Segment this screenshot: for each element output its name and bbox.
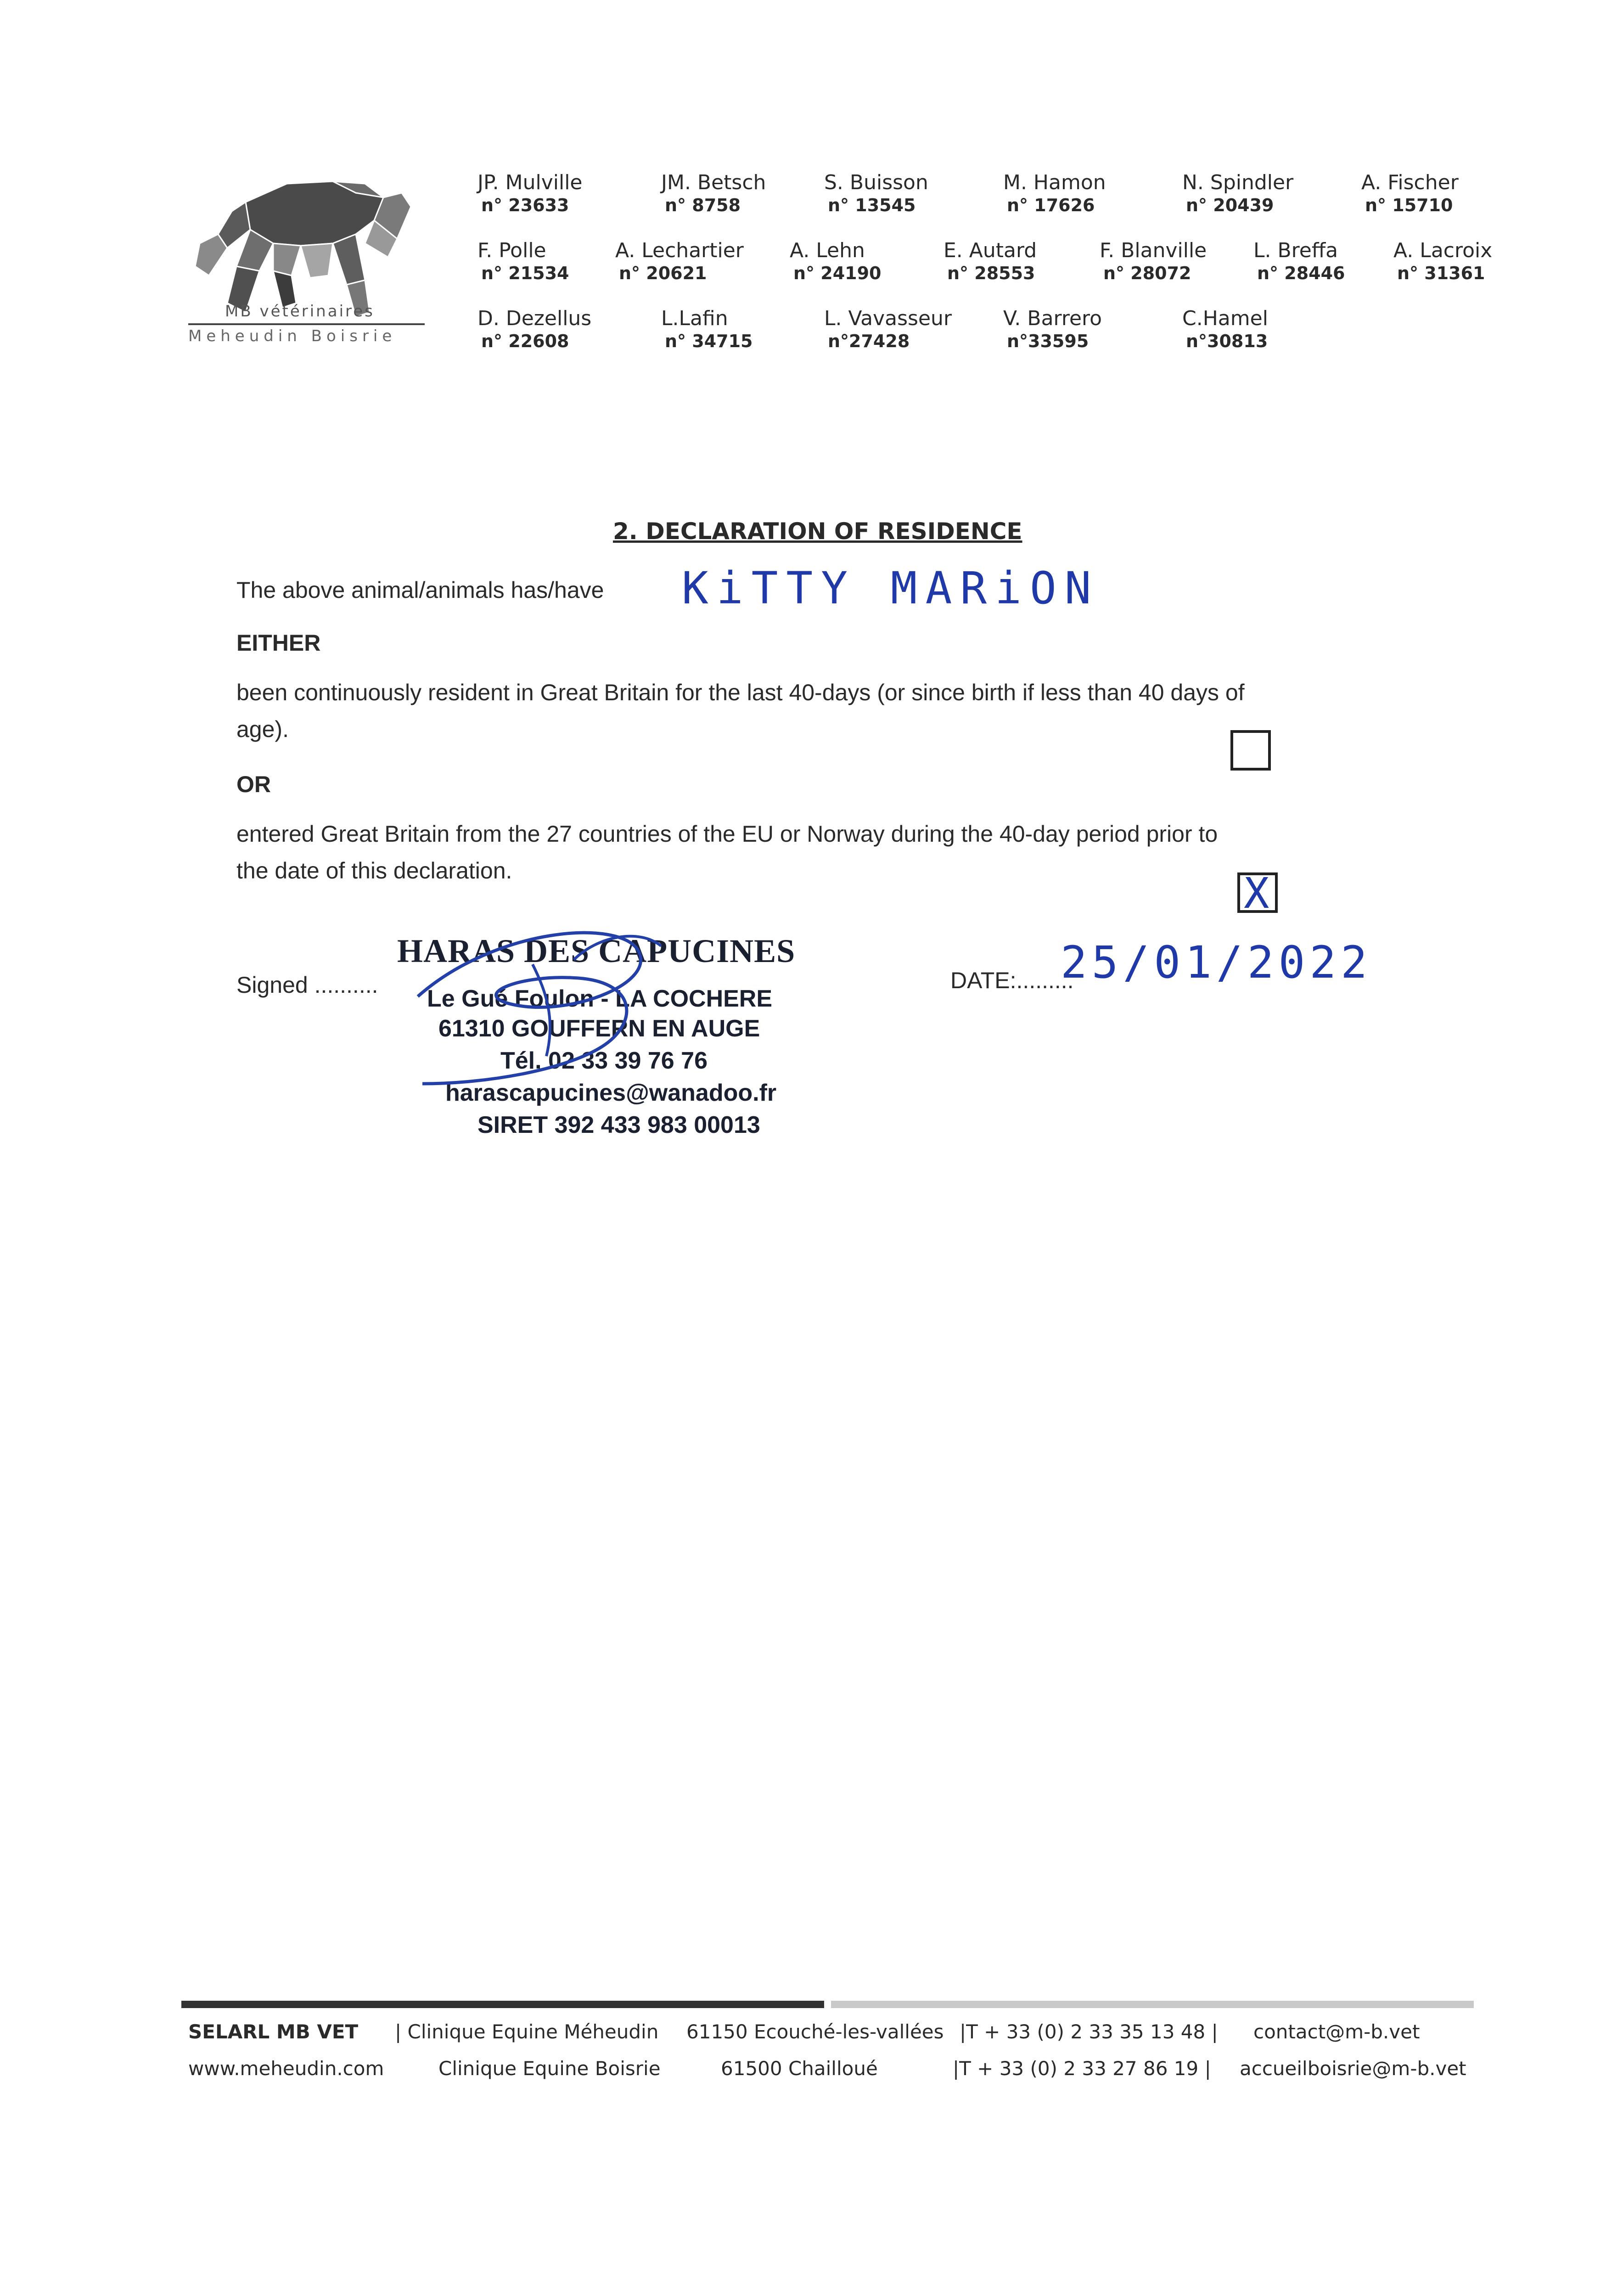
- vet-number: n° 24190: [793, 263, 882, 283]
- either-label: EITHER: [236, 630, 321, 656]
- horse-logo-icon: [181, 165, 429, 349]
- vet-entry: [1361, 171, 1459, 216]
- vet-name: S. Buisson: [824, 171, 928, 194]
- vet-entry: [477, 239, 569, 284]
- vet-entry: [1100, 239, 1207, 284]
- vet-name: M. Hamon: [1003, 171, 1106, 194]
- stamp-city: 61310 GOUFFERN EN AUGE: [438, 1015, 760, 1042]
- vet-entry: [477, 171, 583, 216]
- vet-number: n° 22608: [481, 331, 569, 351]
- vet-entry: [1182, 307, 1268, 352]
- vet-number: n° 31361: [1397, 263, 1485, 283]
- footer-divider-dark: [181, 2001, 824, 2008]
- vet-entry: [824, 171, 928, 216]
- option1-text-line1: been continuously resident in Great Britain for the last 40-days (or since birth if less than 40 days of: [236, 680, 1245, 705]
- vet-name: A. Lacroix: [1393, 239, 1493, 262]
- page-title: 2. DECLARATION OF RESIDENCE: [613, 518, 1022, 545]
- stamp-company-name: HARAS DES CAPUCINES: [397, 933, 796, 969]
- footer-city-1: 61150 Ecouché-les-vallées: [686, 2020, 944, 2043]
- signed-label: Signed ..........: [236, 972, 378, 998]
- vet-entry: [1003, 307, 1102, 352]
- animal-name-handwritten[interactable]: KiTTY MARiON: [682, 563, 1100, 614]
- vet-name: C.Hamel: [1182, 307, 1268, 330]
- vet-entry: [615, 239, 744, 284]
- checkbox-cross-mark: X: [1244, 869, 1269, 918]
- vet-entry: [790, 239, 881, 284]
- logo-divider: [188, 323, 425, 325]
- vet-entry: [1253, 239, 1345, 284]
- stamp-siret: SIRET 392 433 983 00013: [477, 1112, 760, 1138]
- vet-number: n° 20439: [1186, 195, 1274, 215]
- vet-number: n° 23633: [481, 195, 569, 215]
- footer-phone-1: |T + 33 (0) 2 33 35 13 48 |: [960, 2020, 1218, 2043]
- or-label: OR: [236, 771, 271, 797]
- vet-number: n°27428: [828, 331, 910, 351]
- vet-name: JP. Mulville: [477, 171, 583, 194]
- vet-number: n° 17626: [1007, 195, 1095, 215]
- option2-checkbox[interactable]: [1237, 869, 1278, 918]
- footer-city-2: 61500 Chailloué: [721, 2057, 878, 2080]
- vet-name: F. Polle: [477, 239, 546, 262]
- vet-entry: [477, 307, 591, 352]
- vet-name: JM. Betsch: [661, 171, 766, 194]
- vet-name: D. Dezellus: [477, 307, 592, 330]
- vet-name: L. Vavasseur: [824, 307, 952, 330]
- footer-company: SELARL MB VET: [188, 2020, 359, 2043]
- vet-entry: [661, 307, 753, 352]
- vet-entry: [943, 239, 1037, 284]
- vet-number: n°33595: [1007, 331, 1089, 351]
- vet-name: L.Lafin: [661, 307, 728, 330]
- logo-text-brand: MB vétérinaires: [225, 302, 375, 321]
- footer-clinic-1: | Clinique Equine Méheudin: [395, 2020, 659, 2043]
- vet-number: n° 13545: [828, 195, 916, 215]
- vet-entry: [661, 171, 766, 216]
- vet-name: N. Spindler: [1182, 171, 1294, 194]
- footer-email-1[interactable]: contact@m-b.vet: [1253, 2020, 1420, 2043]
- option1-checkbox[interactable]: [1230, 730, 1271, 771]
- signature-image: [381, 909, 840, 1102]
- stamp-address: Le Gué Foulon - LA COCHERE: [427, 985, 773, 1012]
- vet-name: L. Breffa: [1253, 239, 1338, 262]
- date-label: DATE:.........: [950, 968, 1074, 993]
- vet-number: n° 28553: [947, 263, 1035, 283]
- vet-number: n° 21534: [481, 263, 569, 283]
- vet-name: F. Blanville: [1100, 239, 1207, 262]
- date-handwritten[interactable]: 25/01/2022: [1061, 937, 1372, 988]
- vet-number: n° 28072: [1103, 263, 1191, 283]
- vet-name: A. Lechartier: [615, 239, 744, 262]
- vet-entry: [1182, 171, 1293, 216]
- vet-name: A. Lehn: [790, 239, 865, 262]
- option1-text-line2: age).: [236, 716, 289, 742]
- option2-text-line2: the date of this declaration.: [236, 858, 512, 884]
- option2-text-line1: entered Great Britain from the 27 countries of the EU or Norway during the 40-day period prior to: [236, 821, 1218, 847]
- footer-email-2[interactable]: accueilboisrie@m-b.vet: [1240, 2057, 1466, 2080]
- vet-name: E. Autard: [943, 239, 1037, 262]
- footer-clinic-2: Clinique Equine Boisrie: [438, 2057, 661, 2080]
- vet-entry: [1393, 239, 1492, 284]
- vet-name: V. Barrero: [1003, 307, 1102, 330]
- vet-number: n° 15710: [1365, 195, 1453, 215]
- footer-divider-light: [831, 2001, 1474, 2008]
- intro-text: The above animal/animals has/have: [236, 577, 604, 603]
- stamp-phone: Tél. 02 33 39 76 76: [500, 1047, 708, 1074]
- vet-number: n° 28446: [1257, 263, 1345, 283]
- vet-entry: [824, 307, 952, 352]
- vet-number: n° 34715: [665, 331, 753, 351]
- stamp-email: harascapucines@wanadoo.fr: [445, 1080, 777, 1106]
- vet-number: n°30813: [1186, 331, 1268, 351]
- vet-name: A. Fischer: [1361, 171, 1459, 194]
- vet-entry: [1003, 171, 1106, 216]
- footer-phone-2: |T + 33 (0) 2 33 27 86 19 |: [953, 2057, 1211, 2080]
- footer-website[interactable]: www.meheudin.com: [188, 2057, 384, 2080]
- logo-text-clinics: Meheudin Boisrie: [188, 327, 397, 345]
- vet-number: n° 8758: [665, 195, 741, 215]
- vet-number: n° 20621: [619, 263, 707, 283]
